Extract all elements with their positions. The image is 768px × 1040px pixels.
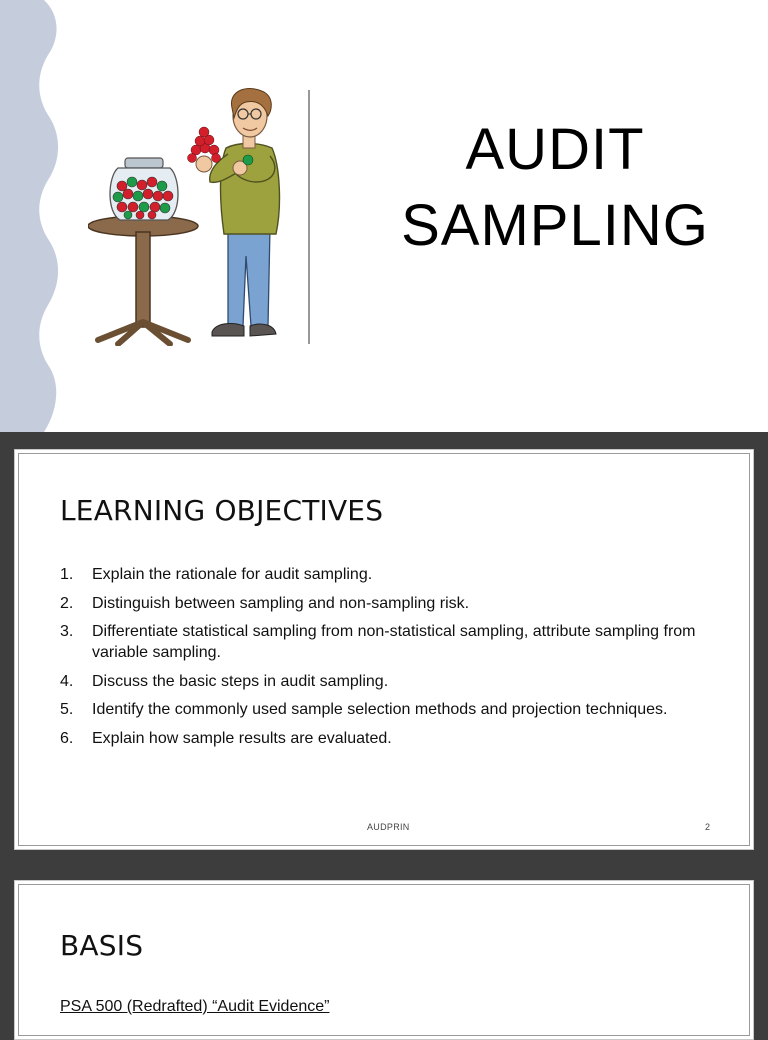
basis-slide xyxy=(14,880,754,1040)
slide-page-number: 2 xyxy=(705,822,711,832)
item-text: Explain how sample results are evaluated. xyxy=(92,729,392,747)
list-item xyxy=(60,564,700,585)
item-text: Distinguish between sampling and non-sampling risk. xyxy=(92,594,470,612)
presentation-title xyxy=(380,112,730,264)
list-item xyxy=(60,621,700,663)
title-line-1: AUDIT xyxy=(465,117,645,182)
title-line-2: SAMPLING xyxy=(401,193,709,258)
item-number: 1. xyxy=(60,566,74,583)
item-number: 6. xyxy=(60,729,74,747)
item-text: Differentiate statistical sampling from non-statistical sampling, attribute sampling from variable sampling. xyxy=(92,623,696,661)
slide-footer-label: AUDPRIN xyxy=(367,822,410,832)
title-slide xyxy=(0,0,768,432)
item-number: 5. xyxy=(60,701,74,718)
learning-objectives-slide xyxy=(14,449,754,850)
item-text: Identify the commonly used sample selection methods and projection techniques. xyxy=(92,701,668,718)
list-item xyxy=(60,671,700,692)
item-text: Explain the rationale for audit sampling. xyxy=(92,566,373,583)
item-number: 4. xyxy=(60,672,74,690)
slide-heading: LEARNING OBJECTIVES xyxy=(60,494,384,527)
gumball-sampling-illustration xyxy=(88,86,314,346)
item-number: 2. xyxy=(60,594,74,612)
item-text: Discuss the basic steps in audit sampling. xyxy=(92,672,389,690)
list-item xyxy=(60,728,700,749)
objectives-list xyxy=(60,564,700,756)
list-item xyxy=(60,593,700,614)
slide-heading: BASIS xyxy=(60,929,144,962)
list-item xyxy=(60,699,700,720)
item-number: 3. xyxy=(60,623,74,640)
standard-reference: PSA 500 (Redrafted) “Audit Evidence” xyxy=(60,998,330,1015)
wavy-side-band xyxy=(0,0,60,432)
